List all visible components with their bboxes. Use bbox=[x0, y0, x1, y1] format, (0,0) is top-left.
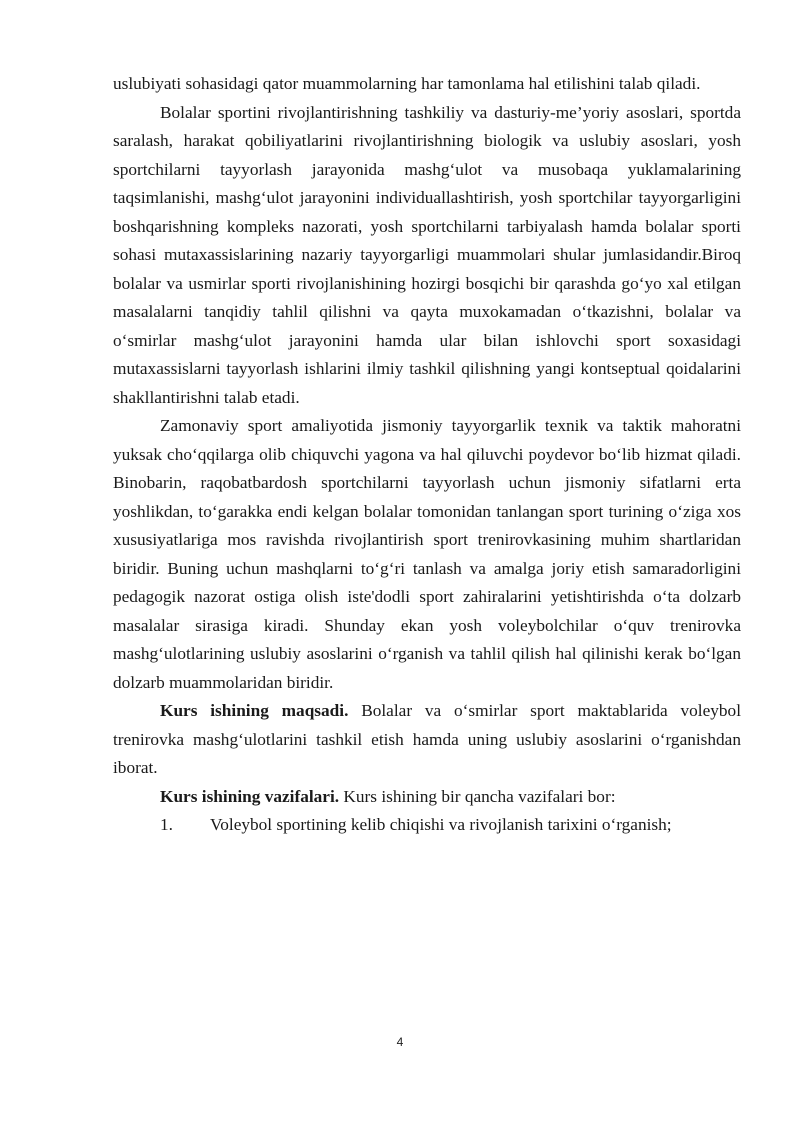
paragraph-aim bbox=[113, 697, 741, 783]
paragraph-tasks bbox=[113, 783, 741, 812]
body-text bbox=[113, 70, 741, 840]
list-item-number: 1. bbox=[160, 815, 173, 834]
paragraph-continuation: uslubiyati sohasidagi qator muammolarning har tamonlama hal etilishini talab qiladi. bbox=[113, 74, 701, 93]
list-item bbox=[113, 811, 741, 840]
aim-text: Bolalar va o‘smirlar sport maktablarida voleybol trenirovka mashg‘ulotlarini tashkil etish hamda uning uslubiy asoslarini o‘rganishdan iborat. bbox=[113, 701, 741, 777]
tasks-text: Kurs ishining bir qancha vazifalari bor: bbox=[339, 786, 616, 806]
tasks-heading: Kurs ishining vazifalari. bbox=[160, 786, 340, 806]
aim-heading: Kurs ishining maqsadi. bbox=[160, 701, 349, 720]
page-number: 4 bbox=[396, 1035, 404, 1049]
paragraph-physical-preparation: Zamonaviy sport amaliyotida jismoniy tayyorgarlik texnik va taktik mahoratni yuksak cho‘qqilarga olib chiquvchi yagona va hal qiluvchi poydevor bo‘lib hizmat qiladi. Binobarin, raqobatbardosh sportchilarni tayyorlash uchun jismoniy sifatlarni erta yoshlikdan, to‘garakka endi kelgan bolalar tomonidan tanlangan sport turining o‘ziga xos xususiyatlariga mos ravishda rivojlantirish sport trenirovkasining muhim shartlaridan biridir. Buning uchun mashqlarni to‘g‘ri tanlash va amalga joriy etish samaradorligini pedagogik nazorat ostiga olish iste'dodli sport zahiralarini yetishtirishda o‘ta dolzarb masalalar sirasiga kiradi. Shunday ekan yosh voleybolchilar o‘quv trenirovka mashg‘ulotlarining uslubiy asoslarini o‘rganish va tahlil qilish hal qilinishi kerak bo‘lgan dolzarb muammolaridan biridir. bbox=[113, 416, 741, 692]
paragraph-sports-foundations: Bolalar sportini rivojlantirishning tashkiliy va dasturiy-me’yoriy asoslari, sportda saralash, harakat qobiliyatlarini rivojlantirishning biologik va uslubiy asoslari, yosh sportchilarni tayyorlash jarayonida mashg‘ulot va musobaqa yuklamalarining taqsimlanishi, mashg‘ulot jarayonini individuallashtirish, yosh sportchilar tayyorgarligini boshqarishning kompleks nazorati, yosh sportchilarni tarbiyalash hamda bolalar sporti sohasi mutaxassislarining nazariy tayyorgarligi muammolari shular jumlasidandir.Biroq bolalar va usmirlar sporti rivojlanishining hozirgi bosqichi bir qarashda go‘yo xal etilgan masalalarni tanqidiy tahlil qilishni va qayta muxokamadan o‘tkazishni, bolalar va o‘smirlar mashg‘ulot jarayonini hamda ular bilan ishlovchi sport soxasidagi mutaxassislarni tayyorlash ishlarini ilmiy tashkil qilishning yangi kontseptual qoidalarini shakllantirishni talab etadi. bbox=[113, 102, 741, 407]
list-item-text: Voleybol sportining kelib chiqishi va rivojlanish tarixini o‘rganish; bbox=[210, 815, 672, 834]
